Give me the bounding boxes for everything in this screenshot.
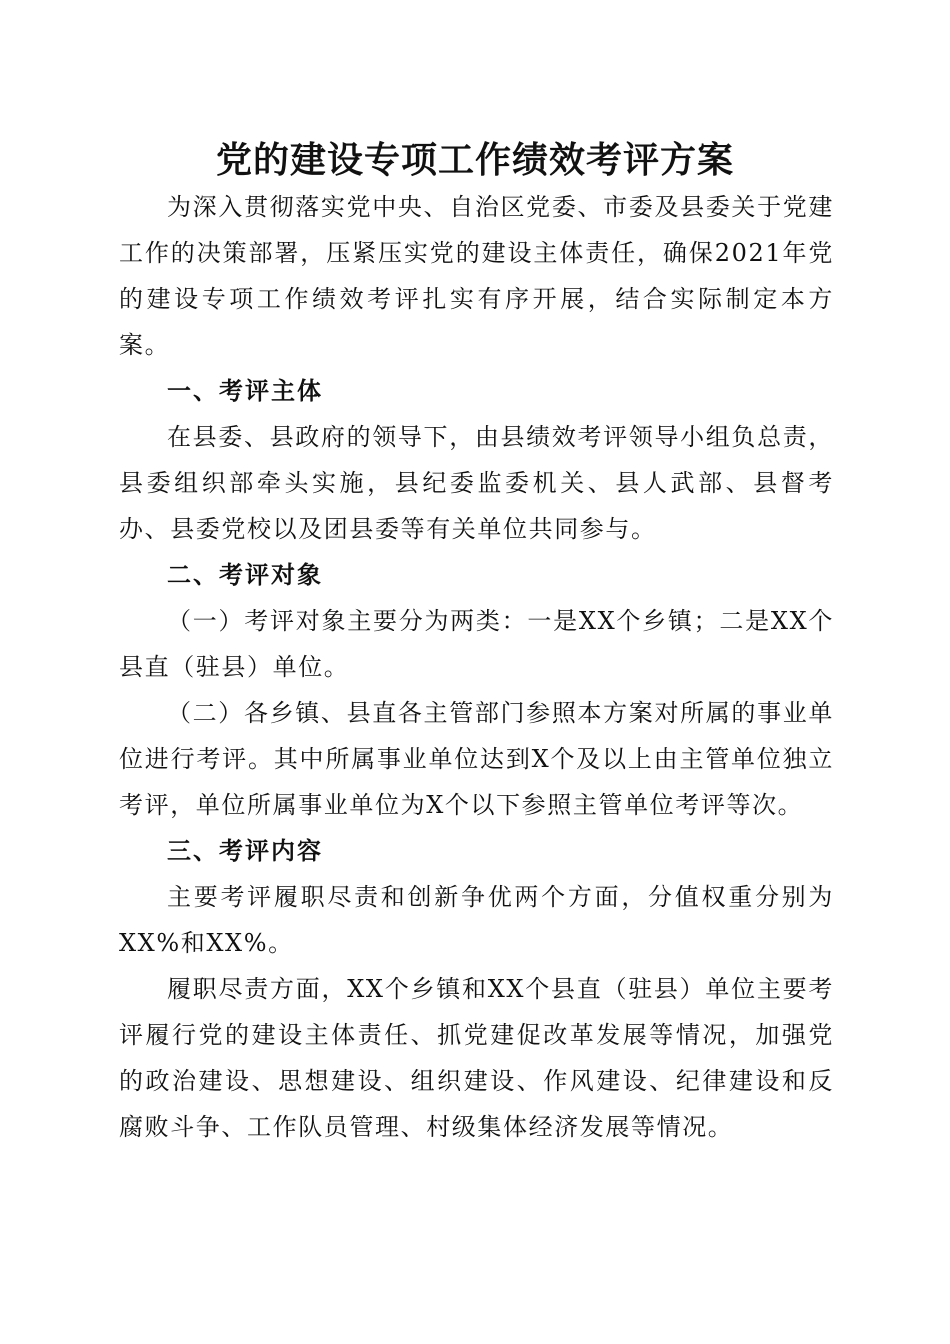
intro-paragraph: 为深入贯彻落实党中央、自治区党委、市委及县委关于党建工作的决策部署，压紧压实党的建设主体责任，确保2021年党的建设专项工作绩效考评扎实有序开展，结合实际制定本方案。 [119,193,834,359]
section-3-paragraph-2: 履职尽责方面，XX个乡镇和XX个县直（驻县）单位主要考评履行党的建设主体责任、抓党建促改革发展等情况，加强党的政治建设、思想建设、组织建设、作风建设、纪律建设和反腐败斗争、工作队员管理、村级集体经济发展等情况。 [119,975,834,1141]
document-title: 党的建设专项工作绩效考评方案 [215,139,734,181]
section-2-paragraph-2: （二）各乡镇、县直各主管部门参照本方案对所属的事业单位进行考评。其中所属事业单位达到X个及以上由主管单位独立考评，单位所属事业单位为X个以下参照主管单位考评等次。 [119,699,834,819]
section-3-paragraph-1: 主要考评履职尽责和创新争优两个方面，分值权重分别为XX%和XX%。 [119,883,834,957]
section-1-paragraph: 在县委、县政府的领导下，由县绩效考评领导小组负总责，县委组织部牵头实施，县纪委监委机关、县人武部、县督考办、县委党校以及团县委等有关单位共同参与。 [119,423,834,543]
section-heading-1: 一、考评主体 [167,376,323,405]
section-heading-2: 二、考评对象 [167,560,323,589]
document-body [119,184,834,1150]
section-2-paragraph-1: （一）考评对象主要分为两类：一是XX个乡镇；二是XX个县直（驻县）单位。 [119,607,834,681]
section-heading-3: 三、考评内容 [167,836,323,865]
